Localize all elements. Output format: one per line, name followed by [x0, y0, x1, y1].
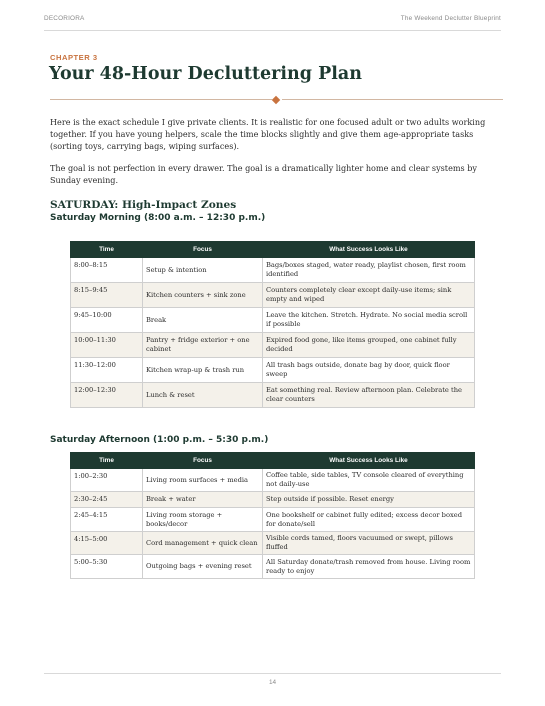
- success-cell: Counters completely clear except daily-use items; sink empty and wiped: [263, 283, 475, 308]
- table-row: [71, 258, 475, 283]
- table-row: [71, 383, 475, 408]
- table-row: [71, 308, 475, 333]
- time-cell: 2:30–2:45: [71, 492, 143, 508]
- diamond-icon: [272, 95, 280, 103]
- success-cell: Expired food gone, like items grouped, one cabinet fully decided: [263, 333, 475, 358]
- title-ornament-divider: [50, 95, 503, 105]
- table-row: [71, 492, 475, 508]
- section-heading: SATURDAY: High-Impact Zones: [50, 199, 237, 211]
- table-header-row: [71, 453, 475, 469]
- column-header-success: What Success Looks Like: [263, 242, 475, 258]
- focus-cell: Kitchen wrap-up & trash run: [143, 358, 263, 383]
- afternoon-schedule-table: [70, 452, 475, 579]
- success-cell: One bookshelf or cabinet fully edited; excess decor boxed for donate/sell: [263, 508, 475, 532]
- chapter-label: CHAPTER 3: [50, 53, 98, 62]
- time-cell: 5:00–5:30: [71, 555, 143, 579]
- focus-cell: Living room surfaces + media: [143, 469, 263, 492]
- time-cell: 10:00–11:30: [71, 333, 143, 358]
- time-cell: 4:15–5:00: [71, 532, 143, 555]
- focus-cell: Living room storage + books/decor: [143, 508, 263, 532]
- afternoon-heading: Saturday Afternoon (1:00 p.m. – 5:30 p.m.): [50, 435, 269, 445]
- intro-paragraph-1: Here is the exact schedule I give private clients. It is realistic for one focused adult or two adults working together. If you have young helpers, scale the time blocks slightly and give them age-appropriate tasks (sorting toys, carrying bags, wiping surfaces).: [50, 117, 486, 151]
- header-divider: [44, 30, 501, 31]
- success-cell: Visible cords tamed, floors vacuumed or swept, pillows fluffed: [263, 532, 475, 555]
- time-cell: 1:00–2:30: [71, 469, 143, 492]
- success-cell: Coffee table, side tables, TV console cleared of everything not daily-use: [263, 469, 475, 492]
- success-cell: All Saturday donate/trash removed from house. Living room ready to enjoy: [263, 555, 475, 579]
- ornament-line-left: [50, 99, 272, 100]
- success-cell: All trash bags outside, donate bag by door, quick floor sweep: [263, 358, 475, 383]
- focus-cell: Outgoing bags + evening reset: [143, 555, 263, 579]
- column-header-focus: Focus: [143, 242, 263, 258]
- time-cell: 9:45–10:00: [71, 308, 143, 333]
- success-cell: Bags/boxes staged, water ready, playlist chosen, first room identified: [263, 258, 475, 283]
- success-cell: Leave the kitchen. Stretch. Hydrate. No social media scroll if possible: [263, 308, 475, 333]
- table-row: [71, 283, 475, 308]
- focus-cell: Setup & intention: [143, 258, 263, 283]
- table-row: [71, 508, 475, 532]
- focus-cell: Pantry + fridge exterior + one cabinet: [143, 333, 263, 358]
- focus-cell: Lunch & reset: [143, 383, 263, 408]
- time-cell: 12:00–12:30: [71, 383, 143, 408]
- page-title: Your 48-Hour Decluttering Plan: [49, 64, 362, 84]
- time-cell: 2:45–4:15: [71, 508, 143, 532]
- success-cell: Eat something real. Review afternoon plan. Celebrate the clear counters: [263, 383, 475, 408]
- time-cell: 11:30–12:00: [71, 358, 143, 383]
- time-cell: 8:15–9:45: [71, 283, 143, 308]
- table-row: [71, 358, 475, 383]
- column-header-time: Time: [71, 453, 143, 469]
- table-row: [71, 555, 475, 579]
- intro-paragraph-2: The goal is not perfection in every drawer. The goal is a dramatically lighter home and clear systems by Sunday evening.: [50, 163, 478, 185]
- brand-name: DECORIORA: [44, 15, 85, 22]
- table-header-row: [71, 242, 475, 258]
- time-cell: 8:00–8:15: [71, 258, 143, 283]
- footer-divider: [44, 673, 501, 674]
- ornament-line-right: [282, 99, 503, 100]
- table-row: [71, 532, 475, 555]
- morning-heading: Saturday Morning (8:00 a.m. – 12:30 p.m.): [50, 213, 266, 223]
- column-header-time: Time: [71, 242, 143, 258]
- book-title: The Weekend Declutter Blueprint: [400, 15, 501, 22]
- focus-cell: Kitchen counters + sink zone: [143, 283, 263, 308]
- table-row: [71, 469, 475, 492]
- page-number: 14: [268, 679, 277, 686]
- column-header-focus: Focus: [143, 453, 263, 469]
- morning-schedule-table: [70, 241, 475, 408]
- focus-cell: Break: [143, 308, 263, 333]
- column-header-success: What Success Looks Like: [263, 453, 475, 469]
- success-cell: Step outside if possible. Reset energy: [263, 492, 475, 508]
- table-row: [71, 333, 475, 358]
- focus-cell: Cord management + quick clean: [143, 532, 263, 555]
- focus-cell: Break + water: [143, 492, 263, 508]
